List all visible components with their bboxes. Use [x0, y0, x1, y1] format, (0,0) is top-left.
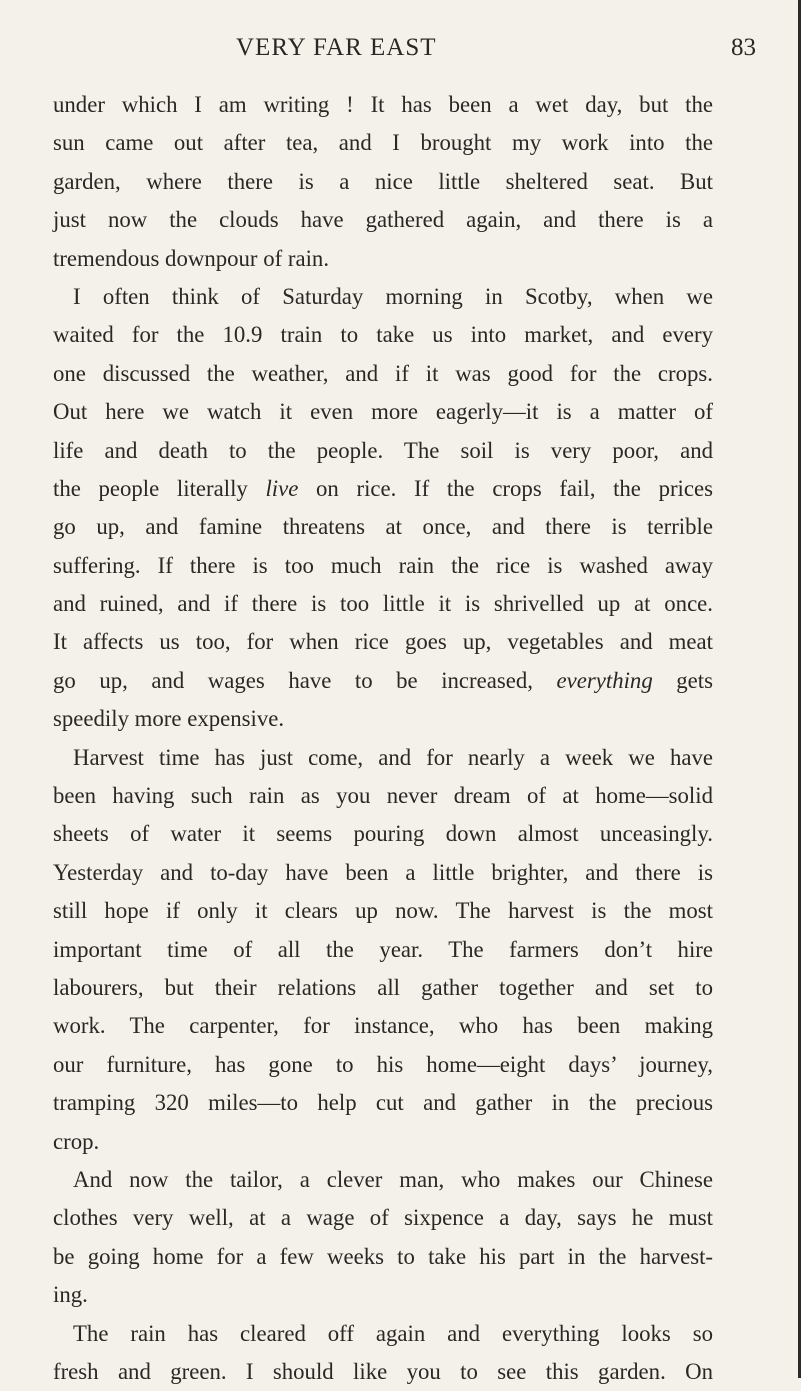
- text-line: fresh and green. I should like you to see this garden. On: [53, 1358, 713, 1384]
- text-line: just now the clouds have gathered again, and there is a: [53, 207, 713, 233]
- text-line: garden, where there is a nice little sheltered seat. But: [53, 168, 713, 194]
- text-line: important time of all the year. The farmers don’t hire: [53, 936, 713, 962]
- text-line: sheets of water it seems pouring down almost unceasingly.: [53, 821, 713, 847]
- text-line: tremendous downpour of rain.: [53, 245, 330, 271]
- text-line: under which I am writing ! It has been a wet day, but the: [53, 92, 713, 117]
- text-line: Harvest time has just come, and for nearly a week we have: [73, 744, 713, 770]
- text-line: and ruined, and if there is too little it is shrivelled up at once.: [53, 591, 713, 617]
- text-line: crop.: [53, 1128, 100, 1154]
- text-line: still hope if only it clears up now. The harvest is the most: [53, 898, 713, 924]
- text-line: The rain has cleared off again and everything looks so: [73, 1320, 713, 1346]
- running-title: VERY FAR EAST: [236, 34, 437, 61]
- text-line: Out here we watch it even more eagerly—it is a matter of: [53, 399, 713, 425]
- text-line: be going home for a few weeks to take his part in the harvest-: [53, 1243, 713, 1269]
- text-line-mixed: [53, 662, 713, 700]
- text-line: suffering. If there is too much rain the rice is washed away: [53, 552, 713, 578]
- text-line: work. The carpenter, for instance, who has been making: [53, 1013, 713, 1039]
- text-fragment: go up, and wages have to be increased,: [53, 667, 533, 693]
- text-line: clothes very well, at a wage of sixpence a day, says he must: [53, 1205, 713, 1231]
- body-text: [53, 86, 713, 1391]
- text-line: sun came out after tea, and I brought my work into the: [53, 130, 713, 156]
- text-fragment: on rice. If the crops fail, the prices: [316, 475, 713, 501]
- text-line: speedily more expensive.: [53, 706, 285, 732]
- text-line: tramping 320 miles—to help cut and gather in the precious: [53, 1090, 713, 1116]
- running-head: [0, 34, 801, 64]
- text-line: ing.: [53, 1282, 88, 1308]
- text-line-mixed: [53, 470, 713, 508]
- italic-emphasis: everything: [556, 667, 653, 693]
- text-line: life and death to the people. The soil is very poor, and: [53, 437, 713, 463]
- text-line: been having such rain as you never dream of at home—solid: [53, 783, 713, 809]
- text-line: one discussed the weather, and if it was good for the crops.: [53, 360, 713, 386]
- page-number: 83: [731, 34, 756, 61]
- text-fragment: the people literally: [53, 475, 248, 501]
- text-line: labourers, but their relations all gather together and set to: [53, 974, 713, 1000]
- text-line: waited for the 10.9 train to take us into market, and every: [53, 322, 713, 348]
- text-line: our furniture, has gone to his home—eight days’ journey,: [53, 1051, 713, 1077]
- text-fragment: gets: [676, 667, 714, 693]
- text-line: go up, and famine threatens at once, and there is terrible: [53, 514, 713, 540]
- text-line: And now the tailor, a clever man, who makes our Chinese: [73, 1166, 713, 1192]
- text-line: I often think of Saturday morning in Scotby, when we: [73, 283, 713, 309]
- text-line: Yesterday and to-day have been a little brighter, and there is: [53, 859, 713, 885]
- text-line: It affects us too, for when rice goes up, vegetables and meat: [53, 629, 713, 655]
- italic-emphasis: live: [265, 475, 299, 501]
